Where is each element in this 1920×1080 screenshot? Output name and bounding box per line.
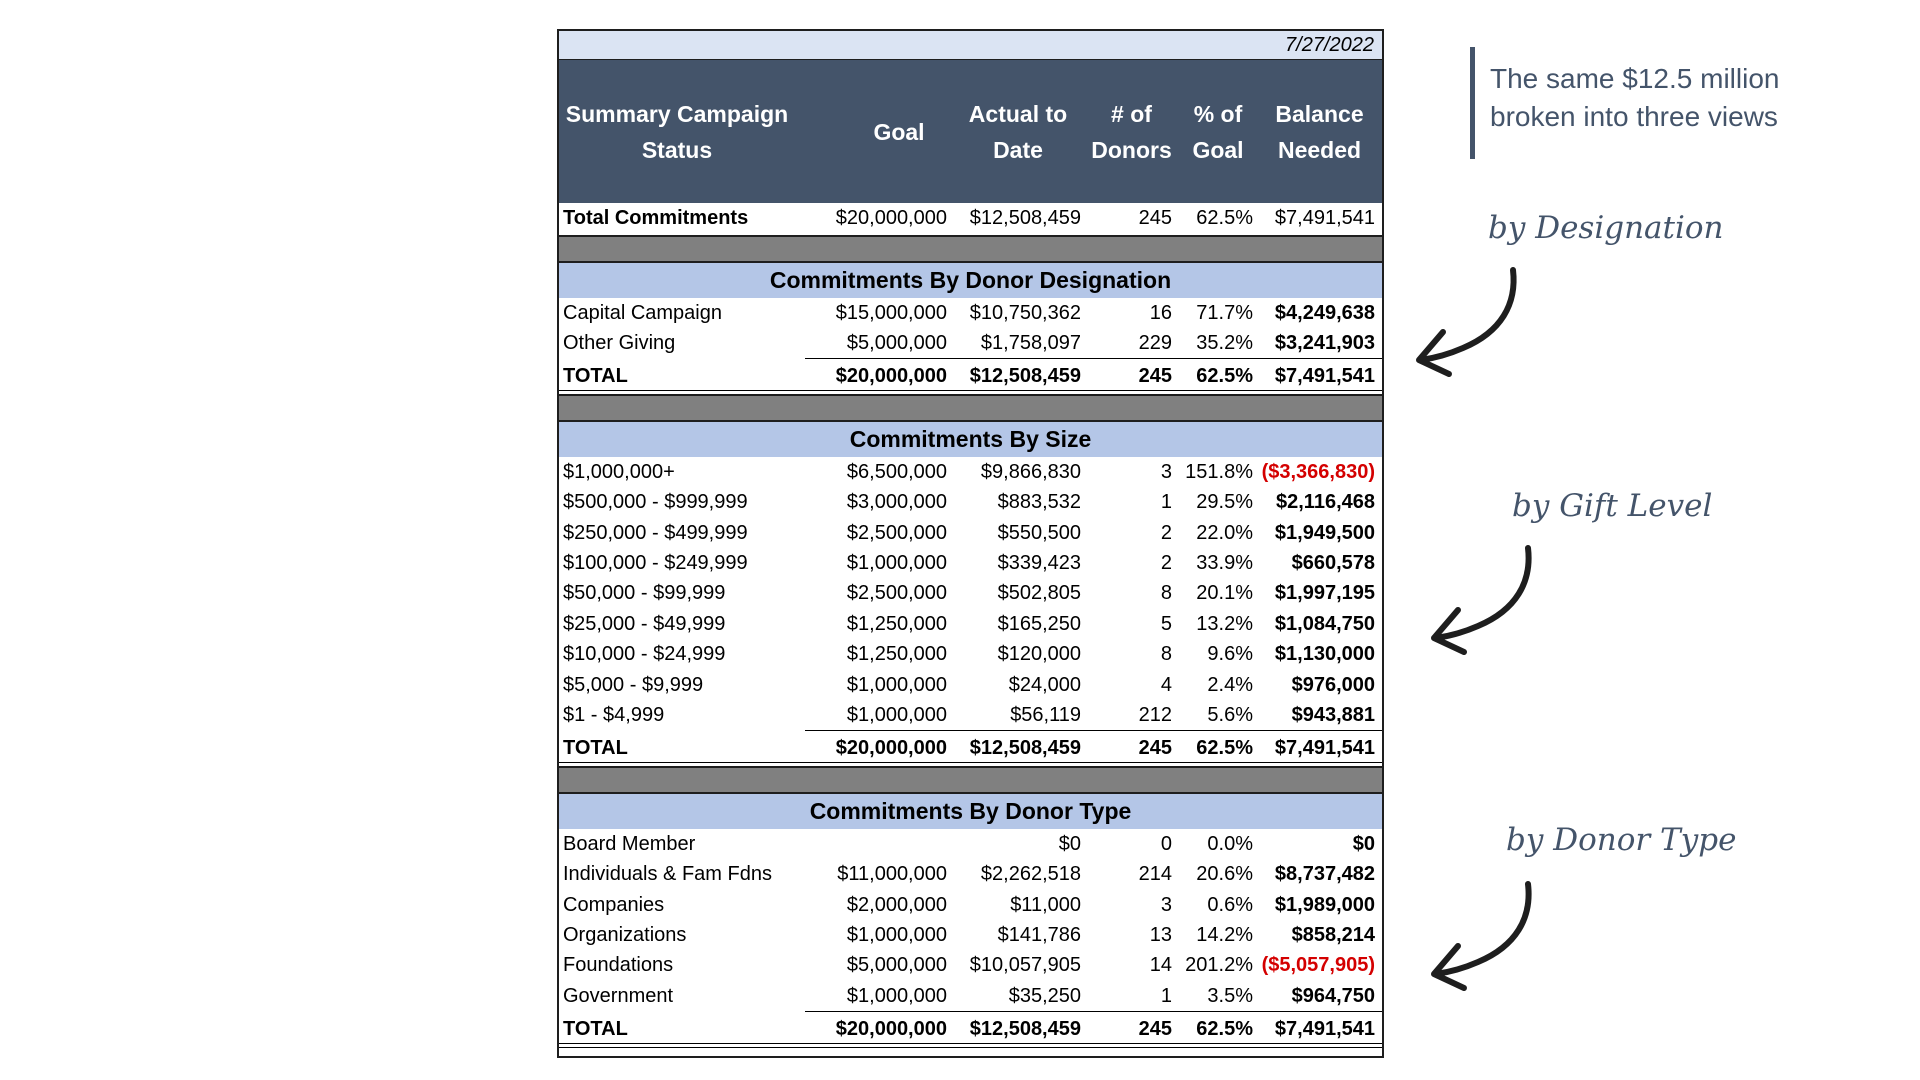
report-date: 7/27/2022 bbox=[1285, 33, 1374, 56]
actual-cell: $9,866,830 bbox=[980, 460, 1081, 483]
balance-cell: $3,241,903 bbox=[1274, 332, 1375, 355]
goal-cell: $5,000,000 bbox=[846, 332, 947, 355]
donors-cell: 4 bbox=[1160, 673, 1172, 696]
total-double-rule bbox=[559, 1043, 1382, 1048]
total-row bbox=[559, 1015, 1382, 1045]
goal-cell: $2,500,000 bbox=[846, 521, 947, 544]
pct-cell: 13.2% bbox=[1196, 612, 1253, 635]
balance-cell: $858,214 bbox=[1291, 924, 1375, 947]
row-label: $50,000 - $99,999 bbox=[563, 582, 726, 605]
pct-cell: 0.0% bbox=[1207, 832, 1253, 855]
header-donors: # of Donors bbox=[1091, 100, 1172, 163]
actual-cell: $165,250 bbox=[997, 612, 1081, 635]
pct-cell: 62.5% bbox=[1196, 737, 1253, 760]
actual-cell: $2,262,518 bbox=[980, 863, 1081, 886]
annotation-gift-level: by Gift Level bbox=[1512, 488, 1713, 524]
goal-cell: $11,000,000 bbox=[837, 863, 947, 886]
donors-cell: 0 bbox=[1160, 832, 1172, 855]
balance-cell: $0 bbox=[1352, 832, 1375, 855]
header-goal: Goal bbox=[873, 118, 925, 145]
header-pct: % of Goal bbox=[1192, 100, 1244, 163]
actual-cell: $120,000 bbox=[997, 643, 1081, 666]
pct-cell: 62.5% bbox=[1196, 1018, 1253, 1041]
row-label: TOTAL bbox=[563, 365, 628, 388]
table-row bbox=[559, 298, 1382, 328]
section-title: Commitments By Donor Type bbox=[559, 794, 1382, 829]
row-label: Foundations bbox=[563, 954, 674, 977]
table-row bbox=[559, 609, 1382, 639]
row-label: TOTAL bbox=[563, 737, 628, 760]
donors-cell: 229 bbox=[1138, 332, 1172, 355]
balance-cell: $1,989,000 bbox=[1274, 893, 1375, 916]
balance-cell: $1,130,000 bbox=[1274, 643, 1375, 666]
actual-cell: $10,057,905 bbox=[969, 954, 1081, 977]
row-label: Total Commitments bbox=[563, 206, 749, 229]
balance-cell: $7,491,541 bbox=[1274, 1018, 1375, 1041]
table-row bbox=[559, 579, 1382, 609]
donors-cell: 3 bbox=[1160, 460, 1172, 483]
table-header bbox=[559, 60, 1382, 203]
balance-cell: $964,750 bbox=[1291, 984, 1375, 1007]
balance-cell: $943,881 bbox=[1291, 704, 1375, 727]
pct-cell: 20.6% bbox=[1196, 863, 1253, 886]
donors-cell: 13 bbox=[1149, 924, 1172, 947]
actual-cell: $550,500 bbox=[997, 521, 1081, 544]
table-row bbox=[559, 920, 1382, 950]
table-row bbox=[559, 640, 1382, 670]
date-row bbox=[559, 31, 1382, 60]
goal-cell: $15,000,000 bbox=[835, 301, 947, 324]
goal-cell: $1,250,000 bbox=[846, 643, 947, 666]
balance-cell: $4,249,638 bbox=[1274, 301, 1375, 324]
row-label: Board Member bbox=[563, 832, 696, 855]
subtotal-rule bbox=[805, 1011, 1382, 1012]
section-divider bbox=[559, 235, 1382, 263]
row-label: $1,000,000+ bbox=[563, 460, 675, 483]
pct-cell: 5.6% bbox=[1207, 704, 1253, 727]
donors-cell: 245 bbox=[1138, 206, 1172, 229]
total-row bbox=[559, 734, 1382, 764]
goal-cell: $5,000,000 bbox=[846, 954, 947, 977]
goal-cell: $3,000,000 bbox=[846, 491, 947, 514]
donors-cell: 16 bbox=[1149, 301, 1172, 324]
balance-cell: $2,116,468 bbox=[1276, 491, 1375, 514]
header-status: Summary Campaign Status bbox=[565, 100, 789, 163]
annotation-donor-type: by Donor Type bbox=[1506, 822, 1737, 858]
total-commitments-row bbox=[559, 203, 1382, 233]
goal-cell: $2,000,000 bbox=[846, 893, 947, 916]
subtotal-rule bbox=[805, 358, 1382, 359]
header-actual: Actual to Date bbox=[968, 100, 1068, 163]
row-label: Capital Campaign bbox=[563, 301, 722, 324]
goal-cell: $1,000,000 bbox=[846, 704, 947, 727]
row-label: Companies bbox=[563, 893, 665, 916]
row-label: $500,000 - $999,999 bbox=[563, 491, 748, 514]
donors-cell: 1 bbox=[1160, 984, 1172, 1007]
annotation-designation: by Designation bbox=[1488, 210, 1724, 246]
header-balance: Balance Needed bbox=[1275, 100, 1364, 163]
table-row bbox=[559, 981, 1382, 1011]
donors-cell: 212 bbox=[1138, 704, 1172, 727]
donors-cell: 3 bbox=[1160, 893, 1172, 916]
goal-cell bbox=[797, 829, 947, 859]
actual-cell: $0 bbox=[1058, 832, 1081, 855]
goal-cell: $6,500,000 bbox=[846, 460, 947, 483]
balance-cell: $7,491,541 bbox=[1274, 737, 1375, 760]
actual-cell: $1,758,097 bbox=[980, 332, 1081, 355]
actual-cell: $339,423 bbox=[997, 552, 1081, 575]
balance-cell: $1,997,195 bbox=[1274, 582, 1375, 605]
actual-cell: $502,805 bbox=[997, 582, 1081, 605]
table-row bbox=[559, 890, 1382, 920]
pct-cell: 3.5% bbox=[1207, 984, 1253, 1007]
actual-cell: $883,532 bbox=[997, 491, 1081, 514]
row-label: $100,000 - $249,999 bbox=[563, 552, 748, 575]
section-title: Commitments By Donor Designation bbox=[559, 263, 1382, 298]
donors-cell: 5 bbox=[1160, 612, 1172, 635]
row-label: TOTAL bbox=[563, 1018, 628, 1041]
row-label: Other Giving bbox=[563, 332, 676, 355]
row-label: Organizations bbox=[563, 924, 687, 947]
pct-cell: 33.9% bbox=[1196, 552, 1253, 575]
pct-cell: 201.2% bbox=[1185, 954, 1253, 977]
goal-cell: $1,000,000 bbox=[846, 552, 947, 575]
balance-cell: $660,578 bbox=[1291, 552, 1375, 575]
pct-cell: 62.5% bbox=[1196, 365, 1253, 388]
pct-cell: 151.8% bbox=[1185, 460, 1253, 483]
actual-cell: $56,119 bbox=[1010, 704, 1081, 727]
table-row bbox=[559, 700, 1382, 730]
donors-cell: 214 bbox=[1138, 863, 1172, 886]
pct-cell: 0.6% bbox=[1207, 893, 1253, 916]
actual-cell: $12,508,459 bbox=[969, 206, 1081, 229]
row-label: $25,000 - $49,999 bbox=[563, 612, 726, 635]
actual-cell: $12,508,459 bbox=[969, 737, 1081, 760]
subtotal-rule bbox=[805, 730, 1382, 731]
pct-cell: 2.4% bbox=[1207, 673, 1253, 696]
donors-cell: 2 bbox=[1160, 552, 1172, 575]
donors-cell: 245 bbox=[1138, 737, 1172, 760]
donors-cell: 14 bbox=[1149, 954, 1172, 977]
actual-cell: $12,508,459 bbox=[969, 1018, 1081, 1041]
balance-cell: $8,737,482 bbox=[1274, 863, 1375, 886]
row-label: Individuals & Fam Fdns bbox=[563, 863, 772, 886]
balance-cell: $7,491,541 bbox=[1274, 206, 1375, 229]
actual-cell: $12,508,459 bbox=[969, 365, 1081, 388]
donors-cell: 245 bbox=[1138, 365, 1172, 388]
goal-cell: $1,250,000 bbox=[846, 612, 947, 635]
table-row bbox=[559, 328, 1382, 358]
curved-arrow-icon bbox=[1420, 540, 1540, 658]
pct-cell: 29.5% bbox=[1196, 491, 1253, 514]
goal-cell: $1,000,000 bbox=[846, 924, 947, 947]
section-title: Commitments By Size bbox=[559, 422, 1382, 457]
total-row bbox=[559, 362, 1382, 392]
pct-cell: 20.1% bbox=[1196, 582, 1253, 605]
goal-cell: $2,500,000 bbox=[846, 582, 947, 605]
pct-cell: 62.5% bbox=[1196, 206, 1253, 229]
actual-cell: $141,786 bbox=[997, 924, 1081, 947]
balance-cell: $7,491,541 bbox=[1274, 365, 1375, 388]
actual-cell: $11,000 bbox=[1010, 893, 1081, 916]
pct-cell: 14.2% bbox=[1196, 924, 1253, 947]
goal-cell: $20,000,000 bbox=[835, 365, 947, 388]
pct-cell: 22.0% bbox=[1196, 521, 1253, 544]
row-label: $5,000 - $9,999 bbox=[563, 673, 704, 696]
row-label: $1 - $4,999 bbox=[563, 704, 665, 727]
table-row bbox=[559, 670, 1382, 700]
table-row bbox=[559, 860, 1382, 890]
pct-cell: 35.2% bbox=[1196, 332, 1253, 355]
balance-cell: ($5,057,905) bbox=[1261, 954, 1375, 977]
campaign-status-table bbox=[557, 29, 1384, 1058]
goal-cell: $1,000,000 bbox=[846, 673, 947, 696]
balance-cell: $976,000 bbox=[1291, 673, 1375, 696]
row-label: Government bbox=[563, 984, 674, 1007]
table-row bbox=[559, 829, 1382, 859]
table-row bbox=[559, 518, 1382, 548]
balance-cell: ($3,366,830) bbox=[1261, 460, 1375, 483]
row-label: $250,000 - $499,999 bbox=[563, 521, 748, 544]
pct-cell: 9.6% bbox=[1207, 643, 1253, 666]
goal-cell: $1,000,000 bbox=[846, 984, 947, 1007]
pct-cell: 71.7% bbox=[1196, 301, 1253, 324]
balance-cell: $1,949,500 bbox=[1274, 521, 1375, 544]
table-row bbox=[559, 457, 1382, 487]
actual-cell: $24,000 bbox=[1008, 673, 1081, 696]
donors-cell: 245 bbox=[1138, 1018, 1172, 1041]
actual-cell: $10,750,362 bbox=[969, 301, 1081, 324]
side-accent-bar bbox=[1470, 47, 1475, 159]
table-row bbox=[559, 548, 1382, 578]
section-divider bbox=[559, 766, 1382, 794]
donors-cell: 8 bbox=[1160, 643, 1172, 666]
table-row bbox=[559, 488, 1382, 518]
balance-cell: $1,084,750 bbox=[1274, 612, 1375, 635]
curved-arrow-icon bbox=[1420, 876, 1540, 994]
side-note: The same $12.5 million broken into three views bbox=[1490, 63, 1780, 132]
section-divider bbox=[559, 394, 1382, 422]
donors-cell: 2 bbox=[1160, 521, 1172, 544]
goal-cell: $20,000,000 bbox=[835, 737, 947, 760]
goal-cell: $20,000,000 bbox=[835, 206, 947, 229]
table-row bbox=[559, 951, 1382, 981]
actual-cell: $35,250 bbox=[1008, 984, 1081, 1007]
donors-cell: 1 bbox=[1160, 491, 1172, 514]
row-label: $10,000 - $24,999 bbox=[563, 643, 726, 666]
goal-cell: $20,000,000 bbox=[835, 1018, 947, 1041]
donors-cell: 8 bbox=[1160, 582, 1172, 605]
curved-arrow-icon bbox=[1405, 262, 1525, 380]
